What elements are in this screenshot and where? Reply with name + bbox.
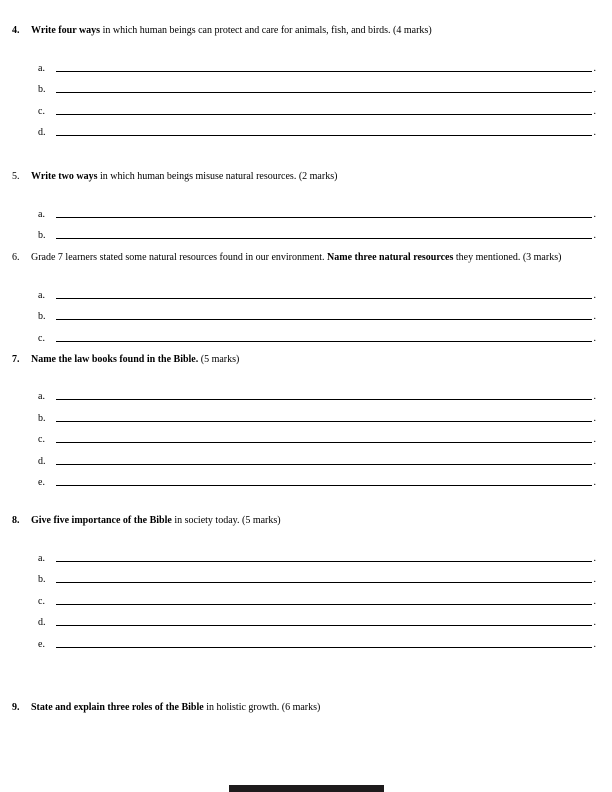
question-text [31,697,596,718]
line-terminator: . [593,127,596,138]
answer-letter: a. [38,391,45,402]
line-terminator: . [593,289,596,301]
answer-line [38,53,596,75]
question-8-heading [12,510,596,531]
answer-letter: a. [38,289,45,301]
answer-line [38,629,596,651]
answer-letter: a. [38,62,45,74]
question-4-heading [12,20,596,41]
line-terminator: . [593,638,596,650]
answer-letter: c. [38,332,45,344]
line-terminator: . [593,62,596,74]
answer-blank-rule [56,581,592,583]
answer-letter: a. [38,208,45,220]
question-number: 4. [12,25,20,36]
question-number: 9. [12,701,20,713]
answer-lines [38,199,596,242]
answer-line [38,323,596,345]
question-6-heading [12,247,596,268]
answer-blank-rule [56,318,592,320]
answer-blank-rule [56,420,592,422]
question-number: 7. [12,353,20,365]
answer-line [38,280,596,302]
question-9-heading [12,697,596,718]
question-7 [12,349,596,490]
answer-line [38,586,596,608]
answer-line [38,199,596,221]
answer-line [38,382,596,404]
answer-blank-rule [56,216,592,218]
question-text-bold: Write two ways [31,171,98,182]
question-text [31,20,596,41]
answer-lines [38,543,596,651]
line-terminator: . [593,617,596,628]
question-9 [12,697,596,718]
answer-line [38,302,596,324]
answer-letter: d. [38,127,46,138]
question-text [31,166,596,187]
question-4 [12,20,596,139]
question-6 [12,247,596,345]
line-terminator: . [593,332,596,344]
question-text [31,510,596,531]
answer-lines [38,53,596,139]
question-5-heading [12,166,596,187]
answer-blank-rule [56,113,592,115]
question-text-bold: Name three natural resources [327,252,454,263]
page-footer-bar [229,785,384,792]
question-5 [12,166,596,242]
answer-blank-rule [56,340,592,342]
answer-letter: b. [38,311,46,322]
answer-blank-rule [56,91,592,93]
question-text-post: in which human beings can protect and care for animals, fish, and birds. (4 marks) [100,25,432,36]
answer-letter: b. [38,84,46,95]
answer-blank-rule [56,560,592,562]
answer-letter: d. [38,617,46,628]
answer-blank-rule [56,646,592,648]
answer-letter: a. [38,552,45,564]
question-number: 8. [12,515,20,526]
answer-lines [38,382,596,490]
answer-letter: e. [38,638,45,650]
answer-blank-rule [56,484,592,486]
answer-letter: b. [38,230,46,241]
answer-line [38,565,596,587]
answer-line [38,425,596,447]
question-text-post: in which human beings misuse natural resources. (2 marks) [97,171,338,182]
answer-line [38,118,596,140]
line-terminator: . [593,208,596,220]
answer-blank-rule [56,463,592,465]
question-text-bold: State and explain three roles of the Bible [31,701,204,713]
answer-blank-rule [56,297,592,299]
answer-line [38,75,596,97]
question-text [31,247,596,268]
line-terminator: . [593,552,596,564]
question-8 [12,510,596,651]
answer-line [38,403,596,425]
question-text-post: in holistic growth. (6 marks) [203,701,321,713]
answer-letter: d. [38,455,46,467]
answer-blank-rule [56,441,592,443]
line-terminator: . [593,574,596,585]
question-number: 5. [12,171,20,182]
answer-letter: c. [38,595,45,607]
line-terminator: . [593,595,596,607]
question-text-post: in society today. (5 marks) [171,515,281,526]
answer-blank-rule [56,624,592,626]
line-terminator: . [593,230,596,241]
answer-letter: b. [38,574,46,585]
answer-line [38,543,596,565]
answer-blank-rule [56,134,592,136]
line-terminator: . [593,412,596,424]
answer-line [38,221,596,243]
question-text-bold: Write four ways [31,25,101,36]
answer-letter: c. [38,434,45,445]
line-terminator: . [593,477,596,488]
question-7-heading [12,349,596,370]
answer-blank-rule [56,70,592,72]
line-terminator: . [593,311,596,322]
question-text-pre: Grade 7 learners stated some natural resources found in our environment. [31,252,328,263]
question-text [31,349,596,370]
answer-line [38,608,596,630]
line-terminator: . [593,455,596,467]
question-text-post: (5 marks) [198,353,240,365]
question-text-post: they mentioned. (3 marks) [453,252,562,263]
answer-line [38,468,596,490]
answer-line [38,96,596,118]
answer-blank-rule [56,603,592,605]
answer-lines [38,280,596,345]
answer-letter: e. [38,477,45,488]
answer-line [38,446,596,468]
line-terminator: . [593,84,596,95]
answer-blank-rule [56,237,592,239]
answer-letter: b. [38,412,46,424]
answer-letter: c. [38,105,45,117]
question-text-bold: Name the law books found in the Bible. [31,353,199,365]
question-text-bold: Give five importance of the Bible [31,515,172,526]
answer-blank-rule [56,398,592,400]
line-terminator: . [593,105,596,117]
line-terminator: . [593,434,596,445]
line-terminator: . [593,391,596,402]
question-number: 6. [12,252,20,263]
